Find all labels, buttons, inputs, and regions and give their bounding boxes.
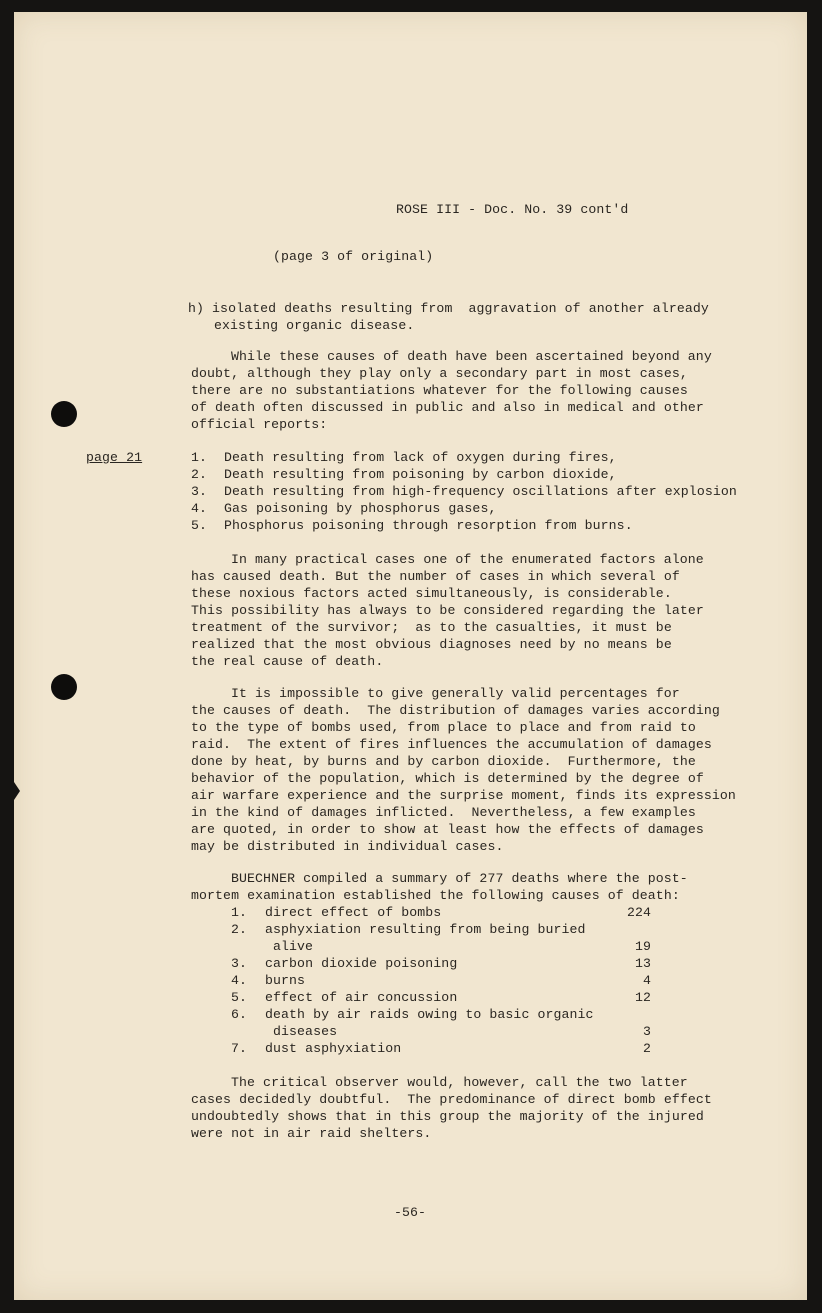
table-cause: alive [273, 939, 314, 954]
paragraph-line: cases decidedly doubtful. The predominance of direct bomb effect [191, 1092, 712, 1107]
paragraph-line: The critical observer would, however, call the two latter [231, 1075, 688, 1090]
list-item: Gas poisoning by phosphorus gases, [224, 501, 497, 516]
table-count: 2 [642, 1041, 651, 1056]
table-number: 6. [231, 1007, 248, 1022]
paragraph-line: treatment of the survivor; as to the casualties, it must be [191, 620, 672, 635]
list-number: 4. [191, 501, 208, 516]
paragraph-line: In many practical cases one of the enumerated factors alone [231, 552, 704, 567]
table-number: 4. [231, 973, 248, 988]
table-count: 13 [634, 956, 651, 971]
paragraph-line: done by heat, by burns and by carbon dioxide. Furthermore, the [191, 754, 696, 769]
page-notch [14, 782, 20, 800]
paragraph-line: doubt, although they play only a secondary part in most cases, [191, 366, 688, 381]
item-h-line: h) isolated deaths resulting from aggravation of another already [188, 301, 709, 316]
paragraph-line: of death often discussed in public and also in medical and other [191, 400, 704, 415]
table-count: 4 [642, 973, 651, 988]
paragraph-line: the real cause of death. [191, 654, 384, 669]
paragraph-line: BUECHNER compiled a summary of 277 deaths where the post- [231, 871, 688, 886]
paragraph-line: in the kind of damages inflicted. Nevertheless, a few examples [191, 805, 696, 820]
table-number: 7. [231, 1041, 248, 1056]
paragraph-line: behavior of the population, which is determined by the degree of [191, 771, 704, 786]
list-number: 1. [191, 450, 208, 465]
paragraph-line: these noxious factors acted simultaneously, is considerable. [191, 586, 672, 601]
list-item: Death resulting from lack of oxygen during fires, [224, 450, 617, 465]
table-cause: effect of air concussion [265, 990, 458, 1005]
list-item: Death resulting from poisoning by carbon dioxide, [224, 467, 617, 482]
list-item: Death resulting from high-frequency oscillations after explosion [224, 484, 737, 499]
paragraph-line: has caused death. But the number of cases in which several of [191, 569, 680, 584]
paragraph-line: This possibility has always to be considered regarding the later [191, 603, 704, 618]
margin-note: page 21 [86, 450, 143, 465]
table-number: 5. [231, 990, 248, 1005]
table-cause: diseases [273, 1024, 338, 1039]
paragraph-line: the causes of death. The distribution of damages varies according [191, 703, 720, 718]
list-number: 5. [191, 518, 208, 533]
punch-hole [51, 401, 77, 427]
paragraph-line: official reports: [191, 417, 328, 432]
item-h-line: existing organic disease. [214, 318, 415, 333]
paragraph-line: are quoted, in order to show at least how the effects of damages [191, 822, 704, 837]
paragraph-line: undoubtedly shows that in this group the majority of the injured [191, 1109, 704, 1124]
paragraph-line: It is impossible to give generally valid percentages for [231, 686, 680, 701]
paragraph-line: air warfare experience and the surprise moment, finds its expression [191, 788, 736, 803]
table-cause: carbon dioxide poisoning [265, 956, 458, 971]
original-page-reference: (page 3 of original) [273, 249, 434, 264]
table-count: 12 [634, 990, 651, 1005]
paragraph-line: were not in air raid shelters. [191, 1126, 432, 1141]
list-number: 2. [191, 467, 208, 482]
list-item: Phosphorus poisoning through resorption from burns. [224, 518, 633, 533]
document-header: ROSE III - Doc. No. 39 cont'd [396, 202, 629, 217]
table-number: 1. [231, 905, 248, 920]
table-cause: asphyxiation resulting from being buried [265, 922, 586, 937]
paragraph-line: mortem examination established the following causes of death: [191, 888, 680, 903]
table-cause: death by air raids owing to basic organic [265, 1007, 594, 1022]
table-number: 2. [231, 922, 248, 937]
paragraph-line: raid. The extent of fires influences the accumulation of damages [191, 737, 712, 752]
list-number: 3. [191, 484, 208, 499]
page-number: -56- [394, 1205, 427, 1220]
table-cause: direct effect of bombs [265, 905, 442, 920]
paragraph-line: realized that the most obvious diagnoses need by no means be [191, 637, 672, 652]
table-cause: dust asphyxiation [265, 1041, 402, 1056]
paragraph-line: there are no substantiations whatever for the following causes [191, 383, 688, 398]
table-count: 224 [626, 905, 651, 920]
punch-hole [51, 674, 77, 700]
table-count: 3 [642, 1024, 651, 1039]
table-cause: burns [265, 973, 306, 988]
paragraph-line: to the type of bombs used, from place to place and from raid to [191, 720, 696, 735]
table-number: 3. [231, 956, 248, 971]
table-count: 19 [634, 939, 651, 954]
paragraph-line: may be distributed in individual cases. [191, 839, 504, 854]
document-page [14, 12, 807, 1300]
paragraph-line: While these causes of death have been ascertained beyond any [231, 349, 712, 364]
